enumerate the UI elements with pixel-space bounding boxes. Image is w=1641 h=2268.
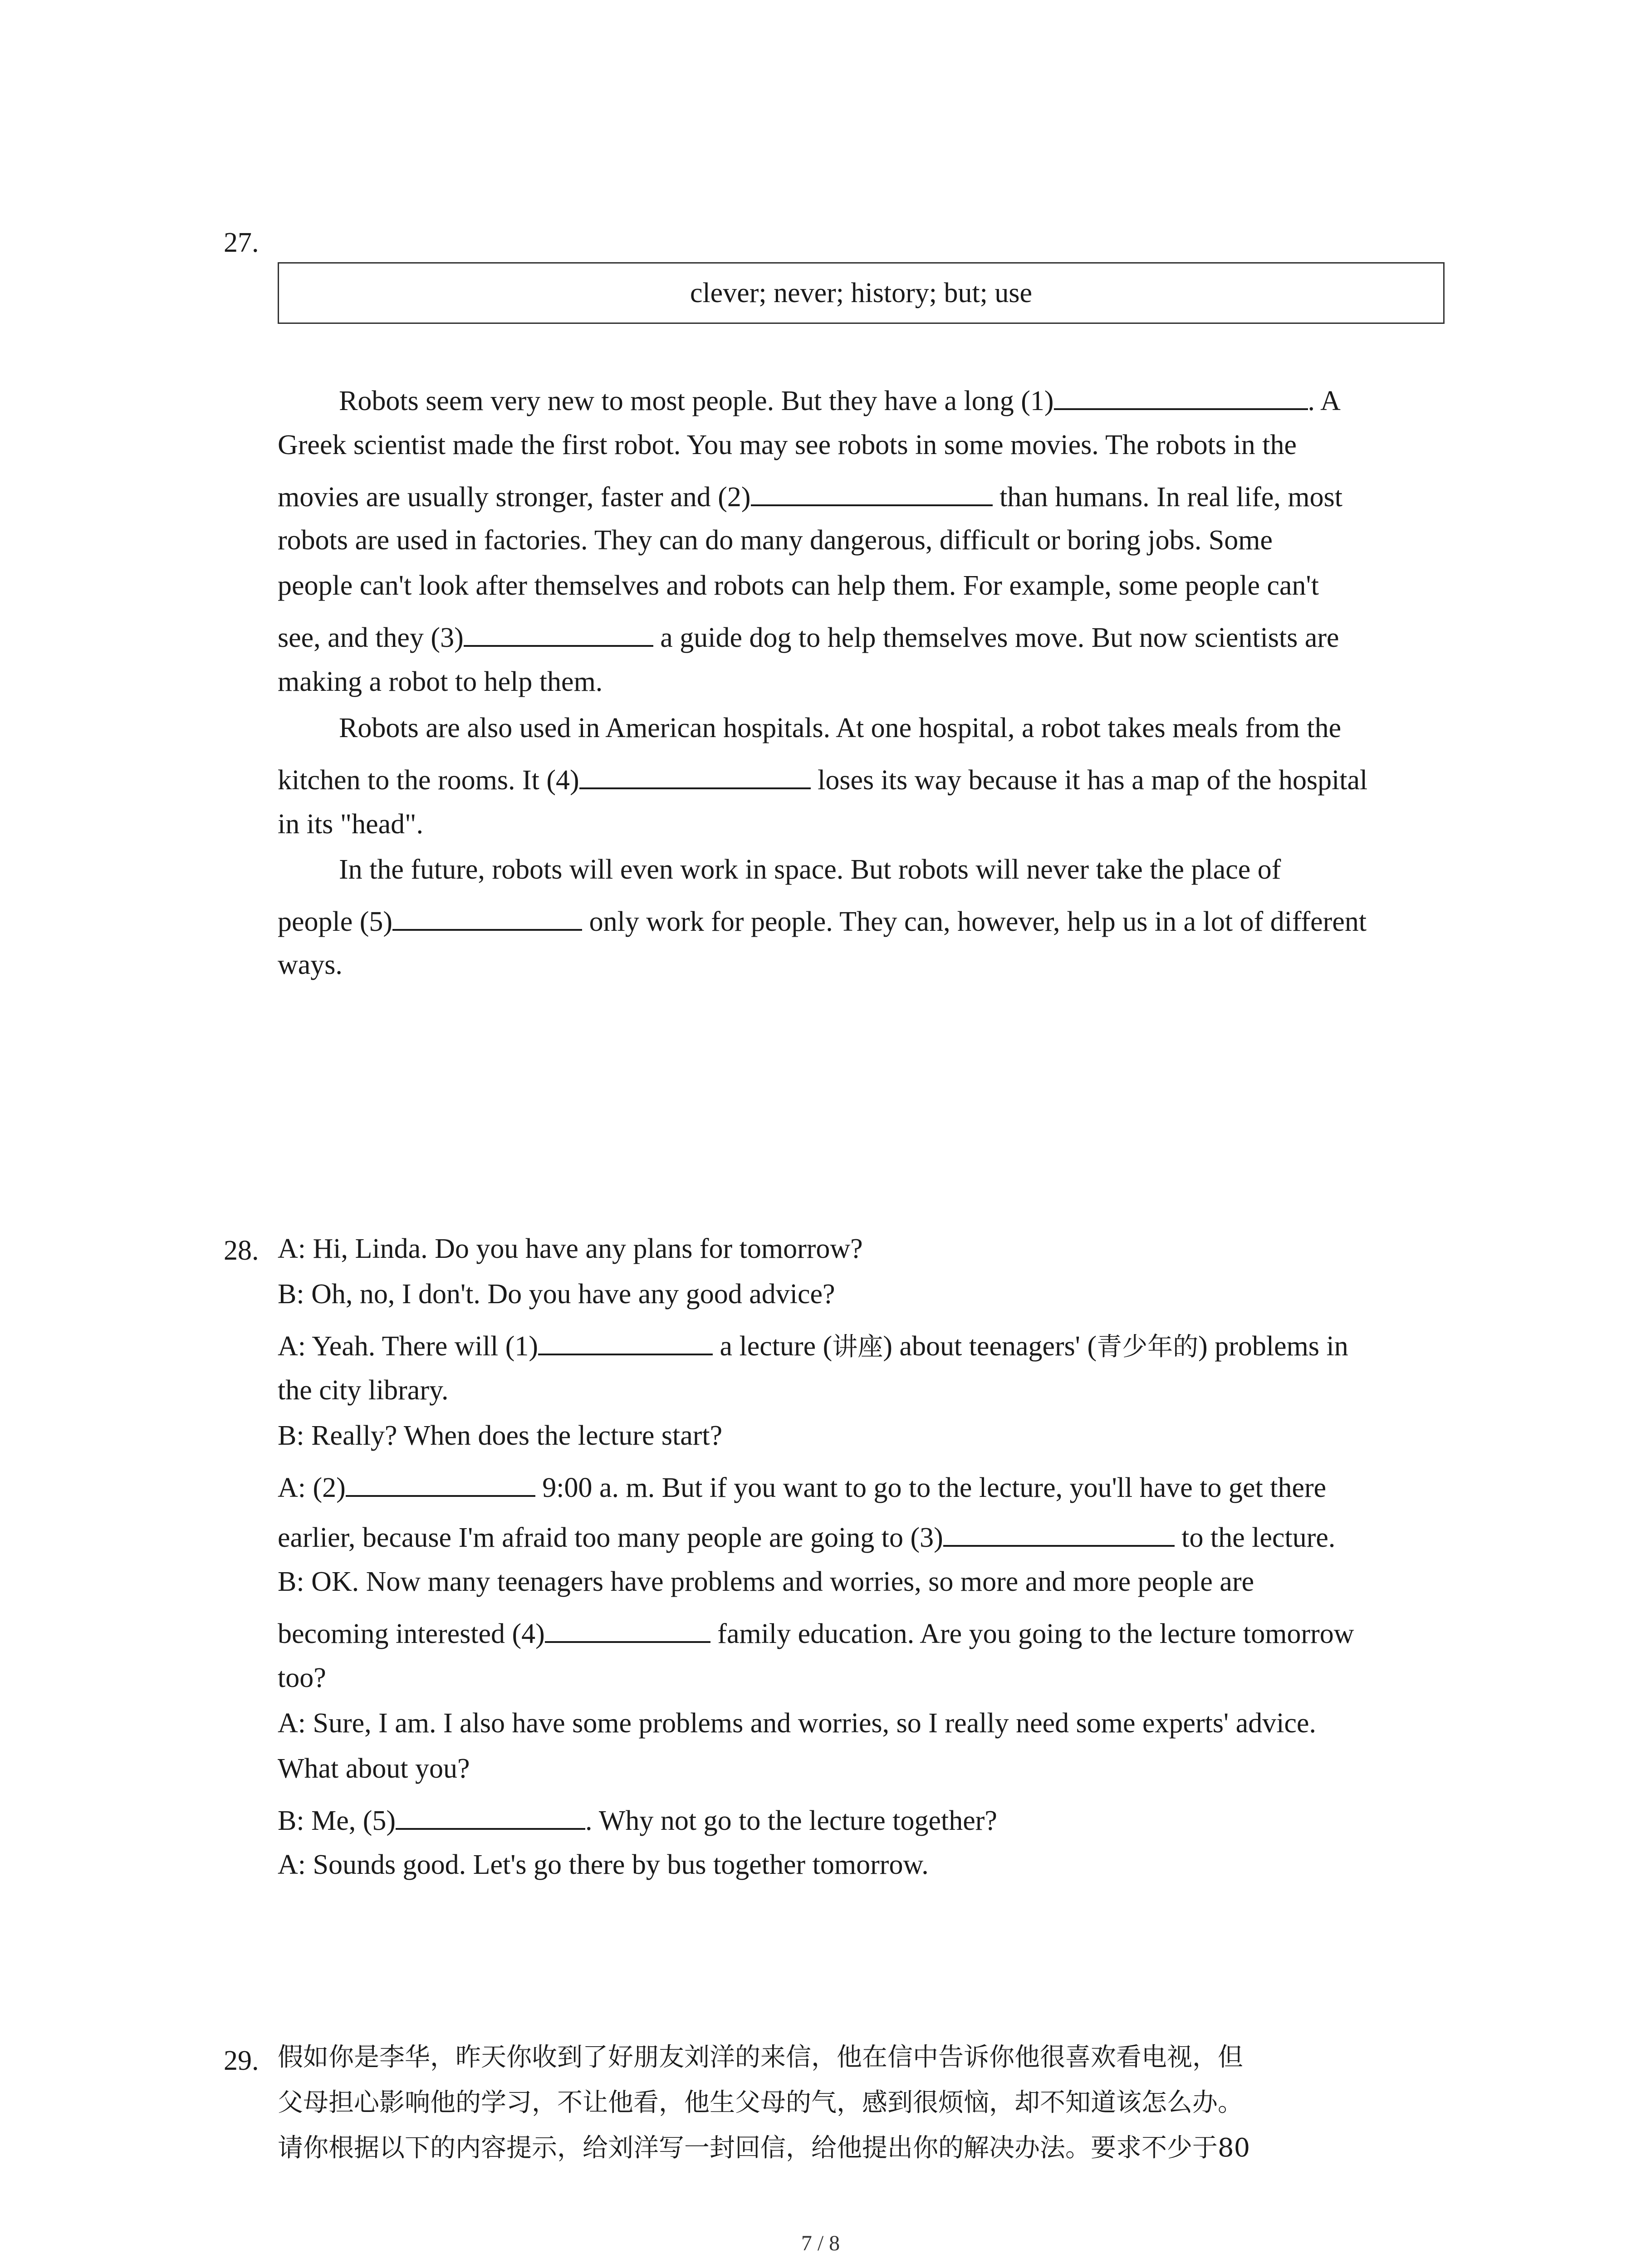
passage-line: Robots are also used in American hospitals. At one hospital, a robot takes meals from the xyxy=(339,713,1342,743)
passage-line: ways. xyxy=(278,949,343,980)
word-bank-box xyxy=(278,262,1445,324)
dialogue-line: What about you? xyxy=(278,1753,470,1784)
dialogue-line: B: OK. Now many teenagers have problems and worries, so more and more people are xyxy=(278,1566,1254,1597)
passage-line: Robots seem very new to most people. But they have a long (1) . A xyxy=(339,386,1341,416)
prompt-line: 假如你是李华，昨天你收到了好朋友刘洋的来信，他在信中告诉你他很喜欢看电视，但 xyxy=(278,2043,1243,2072)
question-27-number: 27. xyxy=(224,227,259,258)
passage-line: people (5) only work for people. They can, however, help us in a lot of different xyxy=(278,906,1367,937)
passage-line: kitchen to the rooms. It (4) loses its way because it has a map of the hospital xyxy=(278,765,1368,796)
dialogue-line: A: Sure, I am. I also have some problems and worries, so I really need some experts' advice. xyxy=(278,1708,1316,1739)
dialogue-line: becoming interested (4) family education. Are you going to the lecture tomorrow xyxy=(278,1618,1354,1649)
answer-blank-4[interactable] xyxy=(579,764,811,789)
dialogue-line: A: Hi, Linda. Do you have any plans for tomorrow? xyxy=(278,1233,863,1264)
passage-line: robots are used in factories. They can do many dangerous, difficult or boring jobs. Some xyxy=(278,525,1273,556)
dialogue-line: the city library. xyxy=(278,1375,449,1406)
passage-line: in its "head". xyxy=(278,809,423,840)
dialogue-line: B: Me, (5) . Why not go to the lecture together? xyxy=(278,1805,997,1836)
dialogue-line: earlier, because I'm afraid too many people are going to (3) to the lecture. xyxy=(278,1522,1336,1553)
answer-blank-3[interactable] xyxy=(464,621,653,647)
answer-blank-5[interactable] xyxy=(396,1804,585,1830)
passage-line: In the future, robots will even work in space. But robots will never take the place of xyxy=(339,854,1281,885)
prompt-line: 父母担心影响他的学习，不让他看，他生父母的气，感到很烦恼，却不知道该怎么办。 xyxy=(278,2088,1243,2117)
dialogue-line: too? xyxy=(278,1662,326,1693)
question-28-number: 28. xyxy=(224,1235,259,1266)
dialogue-line: A: Sounds good. Let's go there by bus together tomorrow. xyxy=(278,1849,929,1880)
answer-blank-3[interactable] xyxy=(943,1521,1175,1547)
dialogue-line: A: (2) 9:00 a. m. But if you want to go to the lecture, you'll have to get there xyxy=(278,1472,1327,1503)
page-number: 7 / 8 xyxy=(801,2231,840,2255)
word-bank-text: clever; never; history; but; use xyxy=(690,277,1033,308)
passage-line: see, and they (3) a guide dog to help themselves move. But now scientists are xyxy=(278,622,1339,653)
dialogue-line: B: Oh, no, I don't. Do you have any good advice? xyxy=(278,1279,835,1310)
passage-line: making a robot to help them. xyxy=(278,666,603,697)
answer-blank-5[interactable] xyxy=(392,905,582,931)
question-29-number: 29. xyxy=(224,2045,259,2076)
answer-blank-1[interactable] xyxy=(1054,385,1308,410)
passage-line: movies are usually stronger, faster and (2) than humans. In real life, most xyxy=(278,482,1342,513)
dialogue-line: B: Really? When does the lecture start? xyxy=(278,1420,723,1451)
answer-blank-2[interactable] xyxy=(751,481,993,506)
dialogue-line: A: Yeah. There will (1) a lecture (讲座) about teenagers' (青少年的) problems in xyxy=(278,1331,1348,1362)
prompt-line: 请你根据以下的内容提示，给刘洋写一封回信，给他提出你的解决办法。要求不少于80 xyxy=(278,2133,1250,2163)
passage-line: people can't look after themselves and robots can help them. For example, some people can't xyxy=(278,570,1319,601)
answer-blank-4[interactable] xyxy=(545,1618,710,1643)
answer-blank-1[interactable] xyxy=(538,1330,713,1355)
answer-blank-2[interactable] xyxy=(346,1471,535,1497)
passage-line: Greek scientist made the first robot. You may see robots in some movies. The robots in the xyxy=(278,430,1297,460)
